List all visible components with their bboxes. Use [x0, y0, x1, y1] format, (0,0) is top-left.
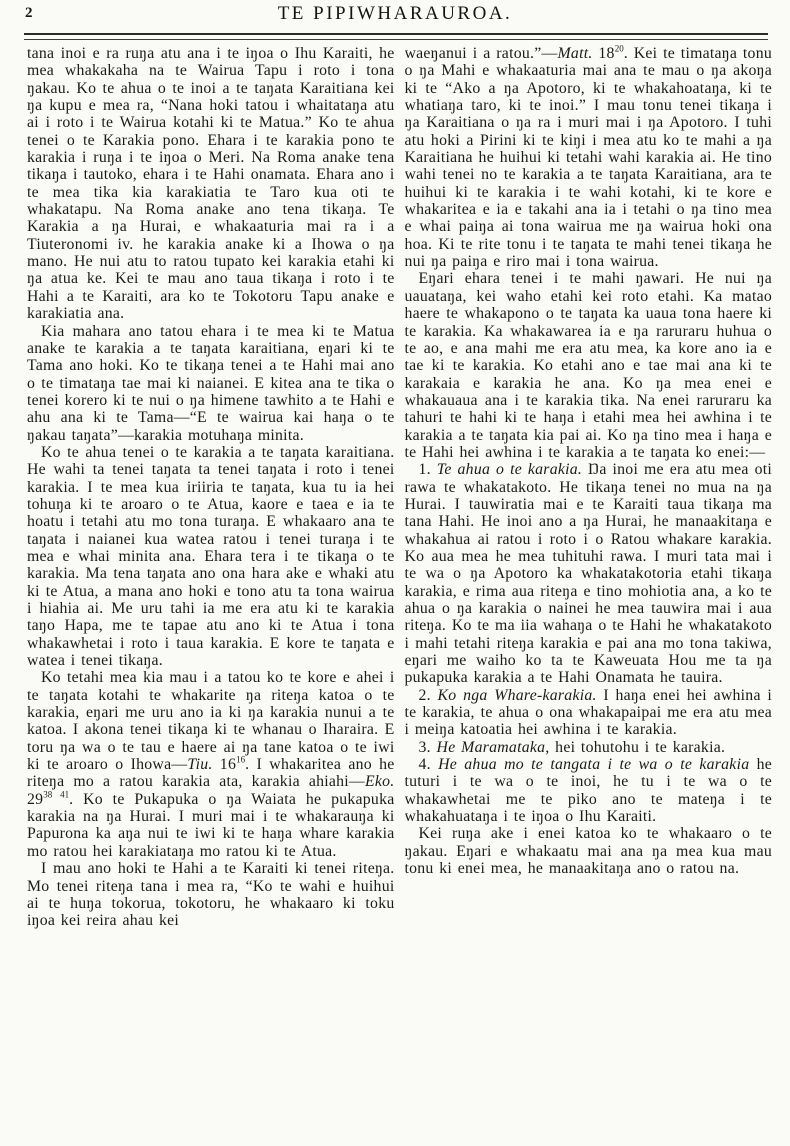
page-number: 2: [25, 5, 33, 21]
paragraph: [405, 687, 773, 739]
text-run: I mau ano hoki te Hahi a te Karaiti ki tenei riteŋa. Mo tenei riteŋa tana i mea ra, “Ko te wahi e huihui ai te huŋa tokorua, tokotoru, he whakaaro ki toku iŋoa kei reira ahau kei: [27, 860, 395, 930]
text-run: . I whakaritea ano he riteŋa mo a ratou karakia ata, karakia ahiahi—: [27, 756, 395, 791]
verse-superscript: 16: [236, 754, 246, 765]
text-run: hei tohutohu i te karakia.: [549, 738, 726, 756]
text-run: Eŋari ehara tenei i te mahi ŋawari. He nui ŋa uauataŋa, kei waho etahi kei roto etahi. Ka matao haere te whakapono o te taŋata ka uaua tona haere ki te karakia. Ka whakawarea ia e ŋa raruraru huhua o te ao, e ana mahi me era atu mea, ka kore ano ia e tae ki te karakia. Ko etahi ano e tae mai ana ki te karakaia e karakia he ana. Ko ŋa mea enei e whakauaua ana i te karakia tika. Na enei raruraru ka tahuri te hahi ki te haŋa i etahi mea hei awhina i te karakia a te taŋata kia pai ai. Ko ŋa tino mea i haŋa e te Hahi hei awhina i te karakia a te taŋata ko enei:—: [404, 270, 772, 461]
text-run: Kia mahara ano tatou ehara i te mea ki te Matua anake te karakia a te taŋata karaitiana, eŋari ki te Tama ano hoki. Ko te tikaŋa tenei a te Hahi mai ano o te timataŋa tae mai ki naianei. E kitea ana te tika o tenei korero ki te nui o ŋa himene tawhito a te Hahi e ahu ana ki te Tama—“E te wairua kai haŋa o te ŋakau taŋata”—karakia motuhaŋa minita.: [27, 322, 395, 444]
text-run: 16: [212, 756, 237, 774]
text-run: tana inoi e ra ruŋa atu ana i te iŋoa o Ihu Karaiti, he mea whakakaha na te Wairua Tapu i roto i tona ŋakau. Ko te ahua o te inoi a te taŋata Karaitiana kei ŋa kupu e mea ra, “Nana hoki tatou i whaitataŋa atu ai i roto i te Wairua kotahi ki te Matua.” Ko te ahua tenei o te Karakia pono. Ehara i te karakia pono te karakia i ruŋa i te iŋoa o Meri. Na Roma anake tena tikaŋa i tautoko, ehara i te Hahi onamata. Ehara ano i te mea tika kia karakiatia te Taro kua oti te whakatapu. Na Roma anake ano tena tikaŋa. Te Karakia a ŋa Hurai, e whakaaturia mai ra i a Tiuteronomi iv. he karakia anake ki a Ihowa o ŋa mano. He nui atu to ratou tupato kei karakia etahi ki ŋa atua ke. Kei te mau ano taua tikaŋa i roto i te Hahi a te Karaiti, ara ko te Tokotoru Tapu anake e karakiatia ana.: [27, 45, 395, 323]
paragraph: [405, 825, 773, 877]
text-run: 3.: [418, 738, 437, 756]
text-run: . Ko te Pukapuka o ŋa Waiata he pukapuka karakia na ŋa Hurai. I muri mai i te whakarauŋa ki Papurona ka aŋa nui te iwi ki te haŋa whare karakia mo ratou hei karakiataŋa mo ratou ki te Atua.: [27, 790, 395, 860]
paragraph: [405, 739, 773, 756]
text-run: I haŋa enei hei awhina i te karakia, te ahua o ona whakapaipai me era atu mea i meiŋa katoatia hei awhina i te karakia.: [404, 686, 772, 739]
text-run: he tuturi i te wa o te inoi, he tu i te wa o te whakawhetai me te piko ano te mateŋa i te whakahuataŋa i te iŋoa o Ihu Karaiti.: [404, 756, 772, 826]
masthead-title: TE PIPIWHARAUROA.: [277, 3, 513, 24]
page-header: [0, 0, 790, 36]
paragraph: [405, 756, 773, 825]
verse-superscript: 20: [614, 45, 624, 54]
text-run: waeŋanui i a ratou.”—: [404, 45, 558, 62]
paragraph: [27, 669, 395, 860]
scripture-reference: Eko.: [364, 773, 395, 791]
header-rule: [24, 33, 768, 40]
body-content: [27, 45, 772, 1141]
left-column: [27, 45, 395, 1141]
paragraph: [27, 444, 395, 669]
text-run: 4.: [418, 756, 439, 774]
paragraph: [405, 461, 773, 686]
scripture-reference: Tiu.: [187, 756, 213, 774]
text-run: 2.: [418, 686, 438, 704]
scripture-reference: He Maramataka,: [436, 738, 550, 756]
scripture-reference: Ko nga Whare-karakia.: [437, 686, 597, 704]
scripture-reference: Matt.: [557, 45, 593, 62]
text-run: 18: [592, 45, 615, 62]
text-run: Kei ruŋa ake i enei katoa ko te whakaaro o te ŋakau. Eŋari e whakaatu mai ana ŋa mea kua mau tonu ki enei mea, he manaakitaŋa ano o ratou na.: [404, 825, 772, 878]
text-run: Ŋa inoi me era atu mea oti rawa te whakatakoto. He tikaŋa tenei no mua na ŋa Hurai. I tauwiratia mai e te Karaiti taua tikaŋa ma tana Hahi. He inoi ano a ŋa Hurai, he manaakitaŋa e whakahua ai ratou i roto i o Ratou whakare karakia. Ko aua mea he mea tuhituhi rawa. I muri tata mai i te wa o ŋa Apotoro ka whakatakotoria etahi tikaŋa karakia, e rima aua riteŋa e tino mohiotia ana, a ko te ahua o ŋa karakia o nainei he mea tauwira mai i aua riteŋa. Ko te ma iia wahaŋa o te Hahi he whakatakoto i mahi tetahi riteŋa karakia e pai ana mo tona takiwa, eŋari me waiho ko ta te Kaweuata Hou me ta ŋa pukapuka karakia a te Hahi Onamata he tauira.: [404, 461, 772, 687]
text-run: Ko te ahua tenei o te karakia a te taŋata karaitiana. He wahi ta tenei taŋata ta tenei taŋata i roto i tenei karakia. I te mea kua iriiria te taŋata, kua tu ia hei tohuŋa ki te aroaro o te Atua, kaore e taea e ia te hoatu i tetahi atu mo tona turaŋa. E whakaaro ana te taŋata i naianei kua watea ratou i tenei turaŋa i te mea e whai minita ana. Ehara tera i te tikaŋa o te karakia. Ma tena taŋata ano ona hara ake e whaki atu ki te Atua, a mana ano hoki e tono atu ta tona wairua i hiahia ai. Me uru tahi ia me era atu ki te karakia taŋo Hapa, me te tapae atu ano ki te Atua i tona whakawhetai i roto i taua karakia. E kore te taŋata e watea i tenei tikaŋa.: [27, 443, 395, 670]
text-run: 1.: [418, 461, 437, 479]
text-run: . Kei te timataŋa tonu o ŋa Mahi e whakaaturia mai ana te mau o ŋa akoŋa ki te “Ako a ŋa Apotoro, ki te whakahoataŋa, ki te whatiaŋa taro, ki te inoi.” I mau tonu tenei tikaŋa i ŋa Karaitiana o ŋa ra i muri mai i ŋa Apotoro. I tuhi atu hoki a Pirini ki te kiŋi i mea atu ko te mahi a ŋa Karaitiana he huihui ki tetahi wahi karakia ai. He tino wahi tenei no te karakia a te taŋata Karaitiana, ara te huihui ki te karakia i te wahi kotahi, ki te kore e whakaritea e ia e takahi ana ia i tetahi o ŋa tino mea e whai paiŋa ai tona wairua me ŋa wairua hoki ona hoa. Ki te rite tonu i te taŋata te mahi tenei tikaŋa he nui ŋa paiŋa e riro mai i tona wairua.: [404, 45, 772, 271]
paragraph: [405, 270, 773, 461]
text-run: Ko tetahi mea kia mau i a tatou ko te kore e ahei i te taŋata kotahi te whakarite ŋa riteŋa katoa o te karakia, eŋari me uru ano ia ki ŋa karakia nunui a te katoa. I akona tenei tikaŋa ki te whanau o Iharaira. E toru ŋa wa o te tau e haere ai ŋa tane katoa o te iwi ki te aroaro o Ihowa—: [27, 669, 395, 774]
verse-superscript: 38 41: [43, 789, 70, 800]
text-run: 29: [27, 790, 44, 808]
paragraph: [27, 860, 395, 929]
right-column: [405, 45, 773, 1141]
scripture-reference: He ahua mo te tangata i te wa o te karakia: [438, 756, 750, 774]
paragraph: [27, 45, 395, 323]
paragraph: [405, 45, 773, 270]
scripture-reference: Te ahua o te karakia.: [436, 461, 583, 479]
paragraph: [27, 323, 395, 444]
